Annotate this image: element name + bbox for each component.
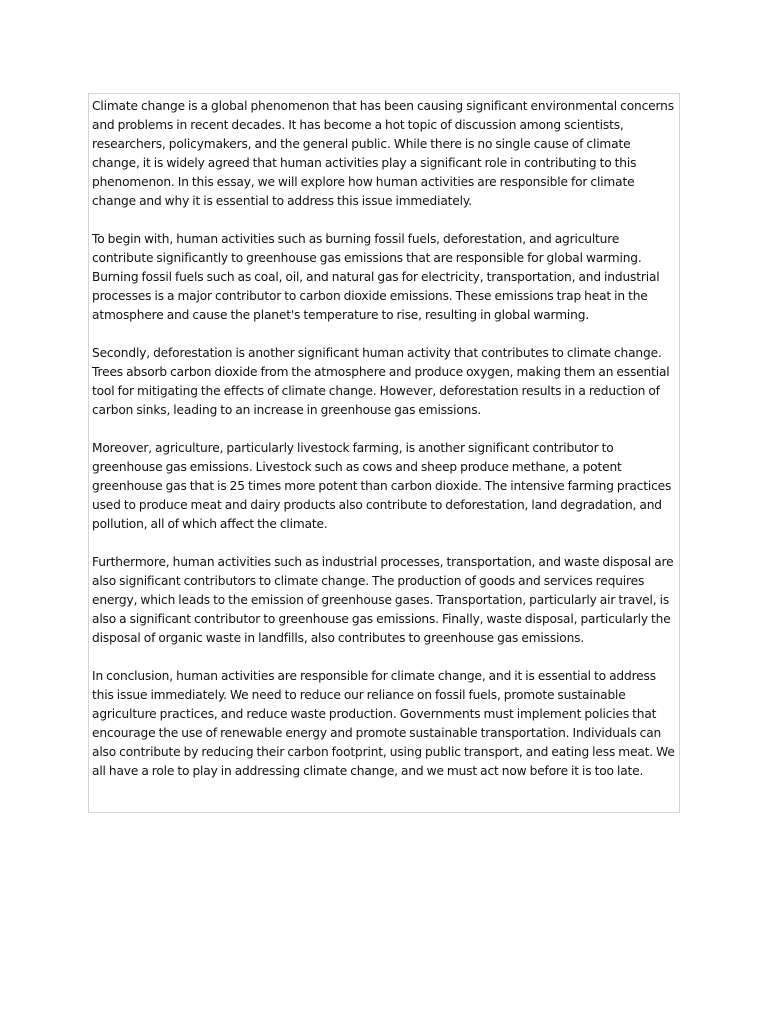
essay-paragraph-conclusion: In conclusion, human activities are responsible for climate change, and it is essential to address this issue immediately. We need to reduce our reliance on fossil fuels, promote sustainable agriculture practices, and reduce waste production. Governments must implement policies that encourage the use of renewable energy and promote sustainable transportation. Individuals can also contribute by reducing their carbon footprint, using public transport, and eating less meat. We all have a role to play in addressing climate change, and we must act now before it is too late. bbox=[92, 669, 675, 778]
essay-paragraph-deforestation: Secondly, deforestation is another significant human activity that contributes to climate change. Trees absorb carbon dioxide from the atmosphere and produce oxygen, making them an essential tool for mitigating the effects of climate change. However, deforestation results in a reduction of carbon sinks, leading to an increase in greenhouse gas emissions. bbox=[92, 346, 670, 417]
essay-paragraph-agriculture: Moreover, agriculture, particularly livestock farming, is another significant contributor to greenhouse gas emissions. Livestock such as cows and sheep produce methane, a potent greenhouse gas that is 25 times more potent than carbon dioxide. The intensive farming practices used to produce meat and dairy products also contribute to deforestation, land degradation, and pollution, all of which affect the climate. bbox=[92, 441, 672, 531]
essay-paragraph-fossil-fuels: To begin with, human activities such as burning fossil fuels, deforestation, and agriculture contribute significantly to greenhouse gas emissions that are responsible for global warming. Burning fossil fuels such as coal, oil, and natural gas for electricity, transportation, and industrial processes is a major contributor to carbon dioxide emissions. These emissions trap heat in the atmosphere and cause the planet's temperature to rise, resulting in global warming. bbox=[92, 232, 660, 322]
essay-paragraph-industry-transport-waste: Furthermore, human activities such as industrial processes, transportation, and waste disposal are also significant contributors to climate change. The production of goods and services requires energy, which leads to the emission of greenhouse gases. Transportation, particularly air travel, is also a significant contributor to greenhouse gas emissions. Finally, waste disposal, particularly the disposal of organic waste in landfills, also contributes to greenhouse gas emissions. bbox=[92, 555, 674, 645]
essay-text-box bbox=[88, 93, 680, 813]
essay-paragraph-intro: Climate change is a global phenomenon that has been causing significant environmental concerns and problems in recent decades. It has become a hot topic of discussion among scientists, researchers, policymakers, and the general public. While there is no single cause of climate change, it is widely agreed that human activities play a significant role in contributing to this phenomenon. In this essay, we will explore how human activities are responsible for climate change and why it is essential to address this issue immediately. bbox=[92, 99, 674, 208]
